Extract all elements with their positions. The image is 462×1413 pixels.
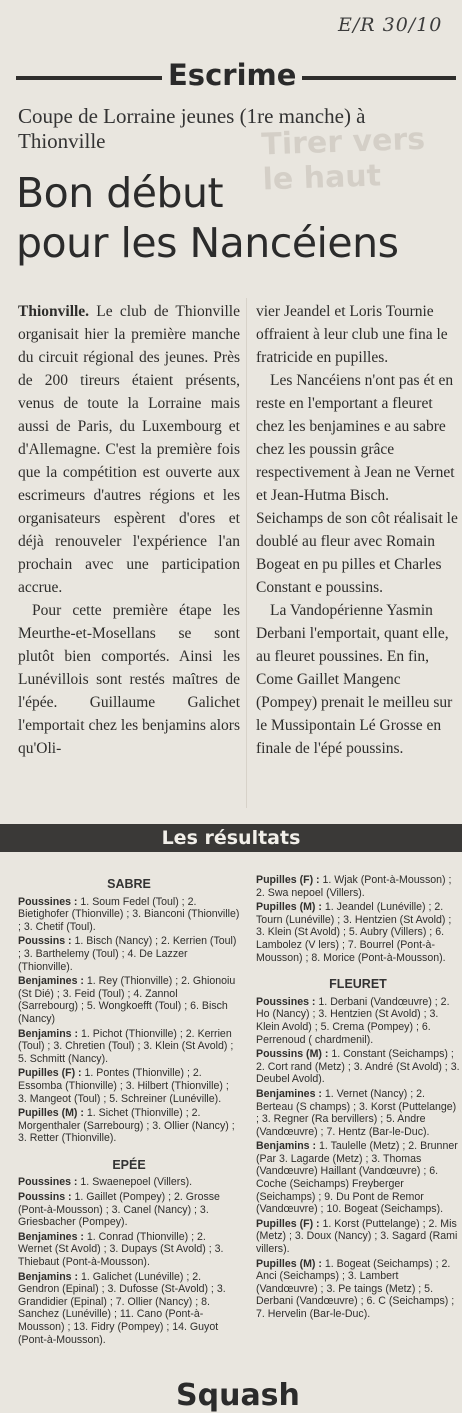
section-title: Escrime — [162, 58, 302, 92]
headline — [16, 168, 456, 268]
headline-line-2: pour les Nancéiens — [16, 219, 399, 267]
result-line: Poussines : 1. Derbani (Vandœuvre) ; 2. Ho (Nancy) ; 3. Hentzien (St Avold) ; 3. Klein Avold) ; 5. Crema (Pompey) ; 6. Perrenoud ( chardmenil). — [256, 995, 450, 1046]
result-line: Benjamins : 1. Pichot (Thionville) ; 2. Kerrien (Toul) ; 3. Chretien (Toul) ; 3. Klein (St Avold) ; 5. Schmitt (Nancy). — [18, 1027, 234, 1065]
results-heading-epee: EPÉE — [112, 1157, 146, 1172]
result-line: Benjamines : 1. Conrad (Thionville) ; 2. Wernet (St Avold) ; 3. Dupays (St Avold) ; 3. Thiebaut (Pont-à-Mousson). — [18, 1230, 224, 1269]
kicker: Coupe de Lorraine jeunes (1re manche) à Thionville — [18, 104, 366, 153]
handwritten-date-note: E/R 30/10 — [338, 14, 443, 36]
headline-line-1: Bon début — [16, 169, 224, 217]
results-heading-sabre: SABRE — [107, 877, 151, 891]
article-column-left — [18, 300, 240, 760]
result-line: Poussines : 1. Swaenepoel (Villers). — [18, 1176, 193, 1189]
results-column-left — [18, 872, 240, 1348]
article-paragraph: vier Jeandel et Loris Tournie offraient à leur club une fina le fratricide en pupilles. — [256, 303, 448, 366]
article-paragraph — [18, 300, 240, 599]
column-divider — [246, 298, 247, 808]
result-line: Poussines : 1. Soum Fedel (Toul) ; 2. Bietighofer (Thionville) ; 3. Bianconi (Thionville) ; 3. Chetif (Toul). — [18, 895, 240, 933]
article-paragraph: Les Nancéiens n'ont pas ét en reste en l'emportant a fleuret chez les benjamines e au sabre chez les poussin grâce respectivement à Jean ne Vernet et Jean-Hutma Bisch. Seichamps de son côt réalisait le doublé au fleur avec Romain Bogeat en pu pilles et Charles Constant e poussins. — [256, 372, 458, 596]
result-line: Benjamines : 1. Rey (Thionville) ; 2. Ghionoiu (St Dié) ; 3. Feid (Toul) ; 4. Zannol (Sarrebourg) ; 5. Wongkoefft (Toul) ; 6. Bisch (Nancy) — [18, 975, 236, 1025]
result-line: Benjamins : 1. Galichet (Lunéville) ; 2. Gendron (Epinal) ; 3. Dufosse (St-Avold) ; 3. Grandidier (Epinal) ; 7. Ollier (Nancy) ; 8. Sanchez (Lunéville) ; 11. Cano (Pont-à-Mousson) ; 13. Fidry (Pompey) ; 14. Guyot (Pont-à-Mousson). — [18, 1270, 226, 1346]
paragraph-text: Le club de Thionville organisait hier la première manche du circuit régional des jeunes. Près de 200 tireurs étaient présents, venus de toute la Lorraine mais aussi de Paris, du Luxembourg et d'Allemagne. C'est la première fois que la compétition est ouverte aux escrimeurs d'autres régions et les organisateurs espèrent d'ores et déjà renouveler l'expérience l'an prochain avec une participation accrue. — [18, 303, 240, 596]
result-line: Benjamins : 1. Taulelle (Metz) ; 2. Brunner (Par 3. Lagarde (Metz) ; 3. Thomas (Vandœuvre) Haillant (Vandœuvre) ; 6. Coche (Seichamps) Freyberger (Seichamps) ; 9. Du Pont de Remor (Vandœuvre) ; 10. Bogeat (Seichamps). — [256, 1140, 458, 1216]
paragraph-text: Pour cette première étape les Meurthe-et-Mosellans se sont plutôt bien comportés. Ainsi les Lunévillois sont restés maîtres de l'épée. Guillaume Galichet l'emportait chez les benjamins alors qu'Oli- — [18, 602, 240, 757]
results-title: Les résultats — [161, 827, 301, 849]
result-line: Pupilles (M) : 1. Sichet (Thionville) ; 2. Morgenthaler (Sarrebourg) ; 3. Ollier (Nancy) ; 3. Retter (Thionville). — [18, 1107, 235, 1145]
result-line: Pupilles (F) : 1. Pontes (Thionville) ; 2. Essomba (Thionville) ; 3. Hilbert (Thionville) ; 3. Mangeot (Toul) ; 5. Schreiner (Lunéville). — [18, 1067, 229, 1105]
article-paragraph: La Vandopérienne Yasmin Derbani l'emportait, quant elle, au fleuret poussines. En fin, Come Gaillet Mangenc (Pompey) prenait le meilleu sur le Mussipontain Lé Grosse en finale de l'épé poussins. — [256, 602, 453, 757]
result-line: Poussins (M) : 1. Constant (Seichamps) ; 2. Cort rand (Metz) ; 3. André (St Avold) ; 3. Deubel Avold). — [256, 1048, 460, 1086]
article-paragraph — [18, 599, 240, 760]
result-line: Poussins : 1. Gaillet (Pompey) ; 2. Grosse (Pont-à-Mousson) ; 3. Canel (Nancy) ; 3. Griesbacher (Pompey). — [18, 1191, 220, 1229]
result-line: Pupilles (F) : 1. Wjak (Pont-à-Mousson) ; 2. Swa nepoel (Villers). — [256, 874, 452, 899]
result-line: Pupilles (M) : 1. Jeandel (Lunéville) ; 2. Tourn (Lunéville) ; 3. Hentzien (St Avold) ; 3. Klein (St Avold) ; 5. Aubry (Villers) ; 6. Lambolez (V lers) ; 7. Bourrel (Pont-à-Mousson) ; 8. Morice (Pont-à-Mousson). — [256, 901, 452, 964]
dateline: Thionville. — [18, 303, 90, 320]
result-line: Pupilles (F) : 1. Korst (Puttelange) ; 2. Mis (Metz) ; 3. Doux (Nancy) ; 3. Sagard (Rami villers). — [256, 1217, 458, 1256]
result-line: Pupilles (M) : 1. Bogeat (Seichamps) ; 2. Anci (Seichamps) ; 3. Lambert (Vandœuvre) ; 3. Pe taings (Metz) ; 5. Derbani (Vandœuvre) ; 6. C (Seichamps) ; 7. Hervelin (Bar-le-Duc). — [256, 1257, 455, 1320]
results-column-right — [256, 874, 460, 1323]
next-section-title: Squash — [176, 1378, 300, 1413]
article-column-right — [256, 300, 460, 760]
result-line: Benjamines : 1. Vernet (Nancy) ; 2. Berteau (S champs) ; 3. Korst (Puttelange) ; 3. Regner (Ra bervillers) ; 5. Andre (Vandœuvre) ; 7. Hentz (Bar-le-Duc). — [256, 1087, 457, 1138]
result-line: Poussins : 1. Bisch (Nancy) ; 2. Kerrien (Toul) ; 3. Barthelemy (Toul) ; 4. De Lazzer (Thionville). — [18, 935, 237, 973]
results-heading-fleuret: FLEURET — [329, 977, 387, 992]
ghost-headline: Tirer vers le haut — [260, 121, 426, 198]
